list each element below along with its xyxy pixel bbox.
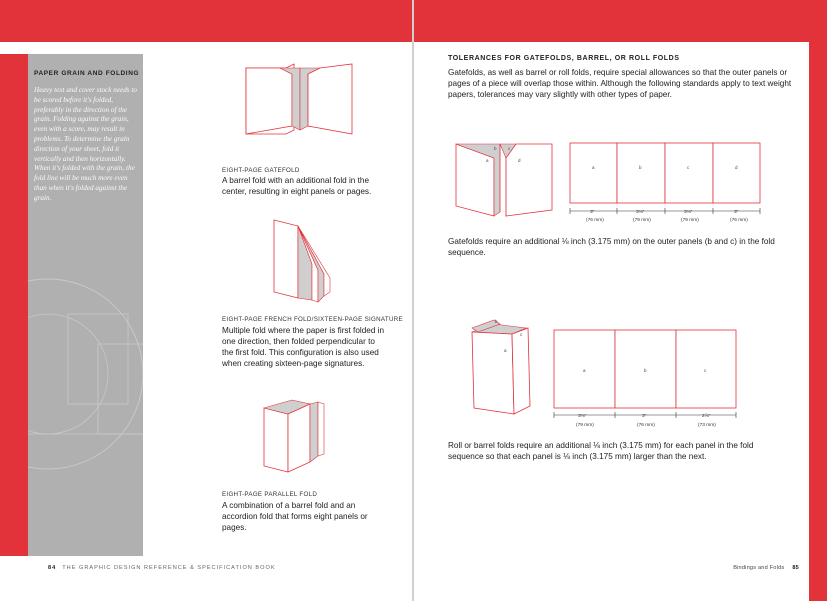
gatefold-panel-c bbox=[665, 143, 713, 203]
gatefold-folded-label-b: b bbox=[494, 146, 497, 151]
gatefold-tolerance-caption: Gatefolds require an additional ⅛ inch (3.175 mm) on the outer panels (b and c) in the fold sequence. bbox=[448, 237, 775, 257]
gatefold-panel-label-a: a bbox=[592, 165, 595, 170]
roll-panel-label-a: a bbox=[583, 368, 586, 373]
right-page bbox=[414, 0, 827, 601]
french-fold-caption-title: EIGHT-PAGE FRENCH FOLD/SIXTEEN-PAGE SIGNATURE bbox=[222, 316, 403, 323]
gatefold-dim-mm-d: (76 mm) bbox=[730, 218, 748, 223]
gatefold-dim-mm-c: (79 mm) bbox=[681, 218, 699, 223]
roll-folded-label-b: b bbox=[495, 319, 498, 324]
sidebar-body: Heavy text and cover stock needs to be scored before it's folded, preferably in the direction of the grain. Folding against the grain, even with a score, may result in problems. To determine the grain direction of your sheet, fold it vertically and then horizontally. When it's folded with the grain, the fold line will be much more even than when it's folded against the grain. bbox=[34, 86, 137, 202]
right-color-strip bbox=[809, 42, 827, 601]
sidebar-title: PAPER GRAIN AND FOLDING bbox=[34, 70, 140, 77]
gatefold-dim-inch-c: 3⅛" bbox=[684, 210, 693, 215]
left-page-number: 84 bbox=[48, 565, 57, 571]
gatefold-folded-label-d: d bbox=[518, 158, 521, 163]
gatefold-dim-mm-b: (79 mm) bbox=[633, 218, 651, 223]
roll-fold-flat-diagram bbox=[554, 330, 754, 430]
gatefold-dim-mm-a: (76 mm) bbox=[586, 218, 604, 223]
tolerances-intro: Gatefolds, as well as barrel or roll folds, require special allowances so that the outer panels or pages of a piece will overlap those within. Although the following standards apply to text weight papers, tolerances may vary slightly with other types of paper. bbox=[448, 68, 792, 99]
parallel-fold-illustration bbox=[262, 396, 328, 474]
roll-panel-label-c: c bbox=[704, 368, 707, 373]
gatefold-folded-diagram bbox=[454, 140, 560, 220]
gatefold-panel-d bbox=[713, 143, 760, 203]
gatefold-dim-inch-d: 3" bbox=[734, 210, 739, 215]
gatefold-folded-label-c: c bbox=[508, 146, 511, 151]
gatefold-flat-diagram bbox=[570, 143, 765, 227]
roll-dim-mm-c: (73 mm) bbox=[698, 423, 716, 428]
parallel-fold-caption-title: EIGHT-PAGE PARALLEL FOLD bbox=[222, 491, 318, 498]
left-page bbox=[0, 0, 412, 601]
roll-dim-inch-c: 2⅞" bbox=[702, 414, 711, 419]
gatefold-caption-title: EIGHT-PAGE GATEFOLD bbox=[222, 167, 300, 174]
tolerances-heading: TOLERANCES FOR GATEFOLDS, BARREL, OR ROLL FOLDS bbox=[448, 55, 680, 62]
roll-dim-mm-a: (79 mm) bbox=[576, 423, 594, 428]
roll-fold-folded-diagram bbox=[468, 314, 538, 420]
gatefold-panel-label-b: b bbox=[639, 165, 642, 170]
roll-fold-tolerance-caption: Roll or barrel folds require an additional ⅛ inch (3.175 mm) for each panel in the fold sequence so that each panel is ⅛ inch (3.175 mm) larger than the next. bbox=[448, 441, 754, 461]
roll-panel-label-b: b bbox=[644, 368, 647, 373]
right-page-number: 85 bbox=[792, 565, 799, 571]
gatefold-dim-inch-a: 3" bbox=[590, 210, 595, 215]
roll-dim-inch-b: 3" bbox=[642, 414, 647, 419]
roll-folded-label-c: c bbox=[520, 332, 523, 337]
roll-dim-inch-a: 3⅛" bbox=[578, 414, 587, 419]
left-color-strip bbox=[0, 54, 28, 556]
top-color-band-right bbox=[414, 0, 827, 42]
gatefold-dim-inch-b: 3⅛" bbox=[636, 210, 645, 215]
section-name: Bindings and Folds bbox=[733, 565, 785, 571]
gatefold-panel-b bbox=[617, 143, 665, 203]
roll-dim-mm-b: (76 mm) bbox=[637, 423, 655, 428]
gatefold-folded-label-a: a bbox=[486, 158, 489, 163]
gatefold-caption-body: A barrel fold with an additional fold in the center, resulting in eight panels or pages. bbox=[222, 176, 372, 196]
top-color-band bbox=[0, 0, 412, 42]
eight-page-gatefold-illustration bbox=[240, 64, 360, 144]
book-title: THE GRAPHIC DESIGN REFERENCE & SPECIFICATION BOOK bbox=[62, 565, 276, 571]
french-fold-caption-body: Multiple fold where the paper is first folded in one direction, then folded perpendicular to the first fold. This configuration is also used when creating sixteen-page signatures. bbox=[222, 326, 385, 368]
gatefold-panel-label-d: d bbox=[735, 165, 738, 170]
french-fold-illustration bbox=[272, 218, 342, 302]
sidebar-box bbox=[28, 54, 143, 556]
roll-folded-label-a: a bbox=[504, 348, 507, 353]
sidebar-decorative-lines bbox=[28, 274, 143, 554]
parallel-fold-caption-body: A combination of a barrel fold and an accordion fold that forms eight panels or pages. bbox=[222, 501, 368, 532]
left-footer bbox=[48, 565, 276, 571]
right-footer bbox=[733, 565, 799, 571]
gatefold-panel-a bbox=[570, 143, 617, 203]
gatefold-panel-label-c: c bbox=[687, 165, 690, 170]
